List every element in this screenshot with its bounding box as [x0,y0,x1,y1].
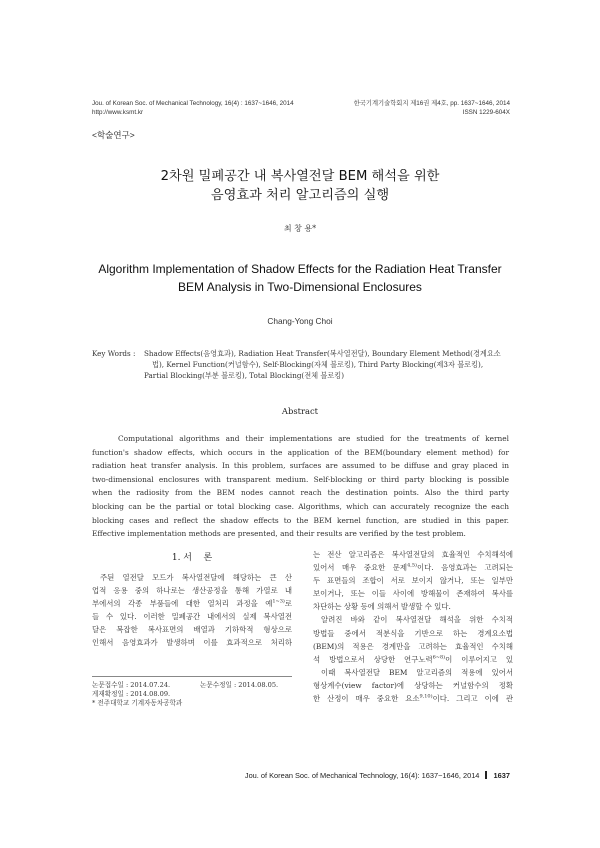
body-line: (BEM)의 적용은 경계만을 고려하는 효율적인 수치해 [313,641,513,651]
accepted-date: 게재확정일 : 2014.08.09. [92,690,171,699]
citation-superscript: 4,5) [407,562,417,569]
abstract-line: when the radiosity from the BEM nodes cannot reach the destination points. Also the third party [92,488,509,498]
body-text: 이다. 그리고 이에 관 [432,694,513,704]
author-english: Chang-Yong Choi [267,316,333,326]
footnote [92,681,302,709]
body-line: 알려진 바와 같이 복사열전달 해석을 위한 수치적 [321,615,513,625]
header-url[interactable]: http://www.ksmt.kr [92,109,144,116]
body-line: 업적 응용 중의 하나로는 생산공정을 통해 가열로 내 [92,586,292,596]
body-line-with-citation [313,561,513,574]
body-text: 있어서 매우 중요한 문제 [313,563,408,573]
header-right [354,99,510,117]
body-line-with-citation [92,597,292,610]
author-korean: 최 창 용* [283,224,317,233]
body-text: 석 방법으로서 상당한 연구노력 [313,654,433,664]
title-english-line2: BEM Analysis in Two-Dimensional Enclosures [178,280,422,294]
body-line-with-citation [313,692,513,705]
section-heading-introduction: 1. 서 론 [171,553,213,563]
abstract-line: Effective implementation methods are presented, and their results are verified by the test problem. [92,529,466,539]
body-line: 는 전산 알고리즘은 복사열전달의 효율적인 수치해석에 [313,550,513,559]
page-number: 1637 [493,771,510,780]
header-issn: ISSN 1229-604X [462,109,510,116]
abstract-line: two-dimensional enclosures with transparent medium. Self-blocking or third party blocking is possible [92,474,509,484]
title-english-line1: Algorithm Implementation of Shadow Effects for the Radiation Heat Transfer [98,262,502,276]
body-text: 부에서의 각종 부품들에 대한 열처리 과정을 예 [92,599,273,609]
body-text: 이 이루어지고 있 [445,654,513,664]
title-korean-line2: 음영효과 처리 알고리즘의 실행 [210,188,390,203]
keywords-line: Partial Blocking(부분 블로킹), Total Blocking(전체 블로킹) [144,371,345,380]
section-tag: <학술연구> [92,130,135,140]
footnote-divider [92,676,292,677]
author-affiliation: * 전주대학교 기계자동차공학과 [92,699,183,708]
abstract-line: blocking cases and reflect the shadow effects to the BEM kernel function, are studied in this paper. [92,515,509,525]
header-korean-citation: 한국기계기술학회지 제16권 제4호, pp. 1637~1646, 2014 [353,100,510,107]
revised-date: 논문수정일 : 2014.08.05. [200,681,279,689]
body-line: 이때 복사열전달 BEM 알고리즘의 적용에 있어서 [321,667,513,677]
abstract-line: Computational algorithms and their implementations are studied for the treatments of kernel [118,434,509,443]
body-line-with-citation [313,653,513,666]
body-line: 방법들 중에서 적분식을 기반으로 하는 경계요소법 [313,628,513,638]
footer-divider [485,771,487,779]
footnote-dates-row [92,681,302,690]
header-journal-citation: Jou. of Korean Soc. of Mechanical Technology, 16(4) : 1637~1646, 2014 [92,100,294,107]
body-line: 달은 복잡한 복사표면의 배열과 기하학적 형상으로 [92,625,292,635]
citation-superscript: 9,10) [419,693,433,700]
citation-superscript: 6~8) [432,654,446,661]
abstract-line: radiation heat transfer analysis. In this problem, surfaces are assumed to be diffuse and gray placed in [92,461,509,471]
keywords-list [144,348,514,381]
abstract-line: blocking can be the partial or total blocking case. Algorithms, which can accurately recognize the each [92,501,509,511]
body-text: 로 [284,599,292,609]
abstract-line: function's shadow effects, which occurs in the application of the BEM(boundary element method) for [92,447,509,457]
body-text: 이다. 음영효과는 고려되는 [416,563,513,573]
body-line: 보이거나, 또는 이들 사이에 방해물이 존재하여 복사를 [313,589,513,599]
body-line: 들 수 있다. 이러한 밀폐공간 내에서의 실제 복사열전 [92,612,292,622]
body-line: 차단하는 상황 등에 의해서 발생할 수 있다. [313,602,451,612]
abstract-body [92,432,509,541]
body-line: 두 표면들의 조합이 서로 보이지 않거나, 또는 일부만 [313,576,513,586]
page-footer [245,771,510,780]
received-date: 논문접수일 : 2014.07.24. [92,681,171,689]
abstract-heading: Abstract [281,406,319,416]
intro-left-column [92,571,292,650]
keywords-line: Shadow Effects(음영효과), Radiation Heat Transfer(복사열전달), Boundary Element Method(경계요소 [144,349,501,358]
title-korean-line1: 2차원 밀폐공간 내 복사열전달 BEM 해석을 위한 [160,169,440,184]
keywords-line: 법), Kernel Function(커널함수), Self-Blocking(자체 블로킹), Third Party Blocking(제3자 블로킹), [152,360,484,369]
footer-citation: Jou. of Korean Soc. of Mechanical Technology, 16(4): 1637~1646, 2014 [244,771,480,780]
header-left [92,99,294,117]
body-text: 한 산정이 매우 중요한 요소 [313,694,420,704]
citation-superscript: 1~3) [272,598,285,605]
keywords-label: Key Words : [92,349,136,358]
body-line: 형상계수(view factor)에 상당하는 커널함수의 정확 [313,680,513,690]
body-line: 주된 열전달 모드가 복사열전달에 해당하는 큰 산 [100,573,292,582]
body-line: 인해서 음영효과가 발생하며 이를 효과적으로 처리하 [92,638,292,648]
intro-right-column [313,548,513,705]
